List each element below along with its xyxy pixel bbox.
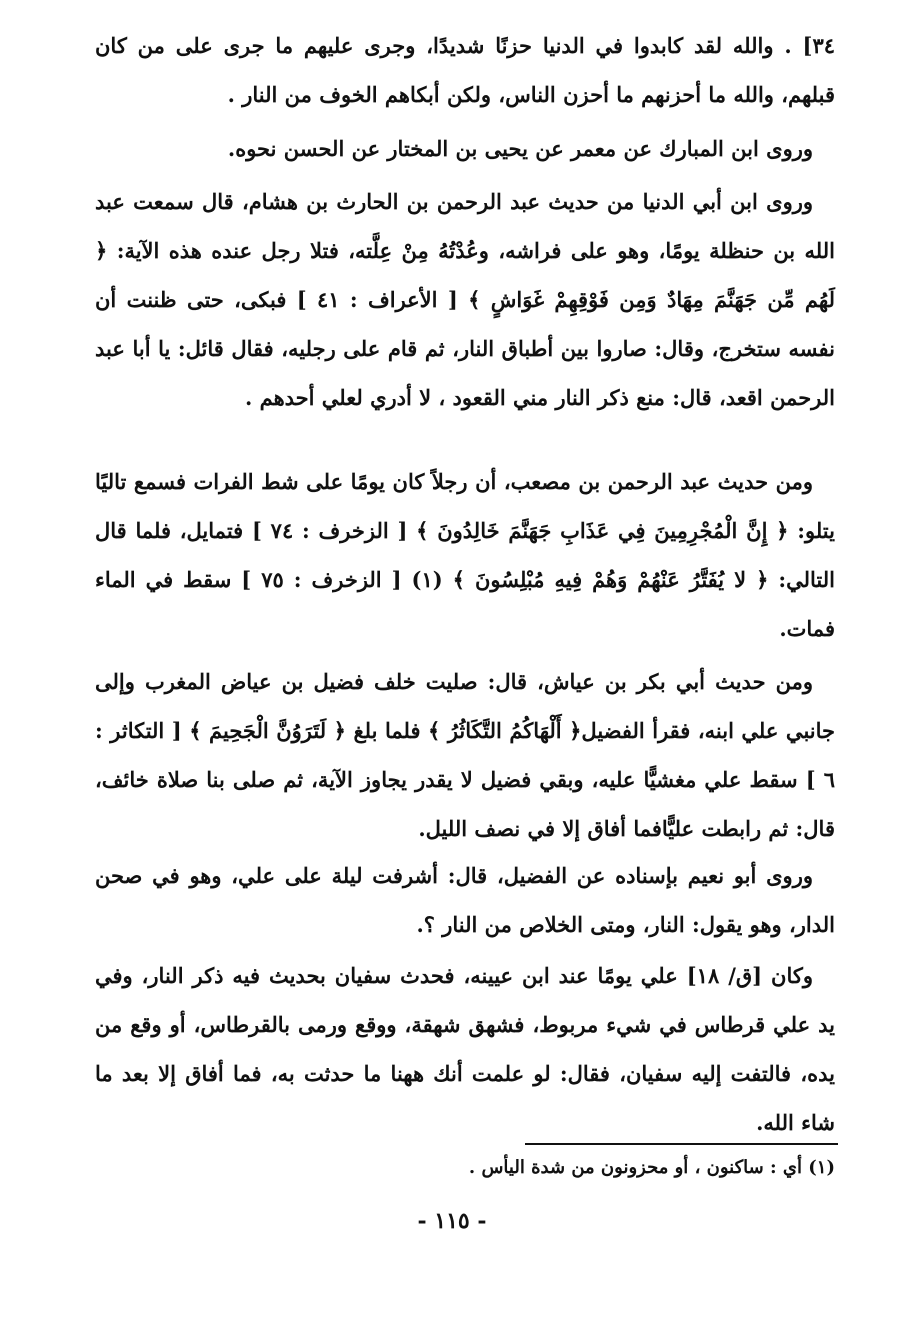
paragraph-4-text: ومن حديث عبد الرحمن بن مصعب، أن رجلاً كان يومًا على شط الفرات فسمع تاليًا يتلو: ﴿ إِنَّ الْمُجْرِمِينَ فِي عَذَابِ جَهَنَّمَ خَالِدُونَ ﴾ [ الزخرف : ٧٤ ] فتمايل، فلما قال التالي: ﴿ لا يُفَتَّرُ عَنْهُمْ وَهُمْ فِيهِ مُبْلِسُونَ ﴾ (١) [ الزخرف : ٧٥ ] سقط في الماء فمات. xyxy=(95,469,835,641)
footnote-divider xyxy=(525,1143,838,1145)
paragraph-4 xyxy=(95,457,835,653)
paragraph-7 xyxy=(95,951,835,1147)
paragraph-7-text: وكان [ق/ ١٨] علي يومًا عند ابن عيينه، فحدث سفيان بحديث فيه ذكر النار، وفي يد علي قرطاس في شيء مربوط، فشهق شهقة، ووقع ورمى بالقرطاس، أو وقع من يده، فالتفت إليه سفيان، فقال: لو علمت أنك ههنا ما حدثت به، فما أفاق إلا بعد ما شاء الله. xyxy=(95,963,835,1135)
paragraph-5-text: ومن حديث أبي بكر بن عياش، قال: صليت خلف فضيل بن عياض المغرب وإلى جانبي علي ابنه، فقرأ الفضيل﴿ أَلْهَاكُمُ التَّكَاثُرُ ﴾ فلما بلغ ﴿ لَتَرَوُنَّ الْجَحِيمَ ﴾ [ التكاثر : ٦ ] سقط علي مغشيًّا عليه، وبقي فضيل لا يقدر يجاوز الآية، ثم صلى بنا صلاة خائف، قال: ثم رابطت عليًّافما أفاق إلا في نصف الليل. xyxy=(95,669,835,841)
paragraph-5 xyxy=(95,657,835,853)
paragraph-1 xyxy=(95,21,835,119)
paragraph-3-text: وروى ابن أبي الدنيا من حديث عبد الرحمن بن الحارث بن هشام، قال سمعت عبد الله بن حنظلة يومًا، وهو على فراشه، وعُدْتُهُ مِنْ عِلَّته، فتلا رجل عنده هذه الآية: ﴿ لَهُم مِّن جَهَنَّمَ مِهَادٌ وَمِن فَوْقِهِمْ غَوَاشٍ ﴾ [ الأعراف : ٤١ ] فبكى، حتى ظننت أن نفسه ستخرج، وقال: صاروا بين أطباق النار، ثم قام على رجليه، فقال قائل: يا أبا عبد الرحمن اقعد، قال: منع ذكر النار مني القعود ، لا أدري لعلي أحدهم . xyxy=(95,189,835,410)
paragraph-2-text: وروى ابن المبارك عن معمر عن يحيى بن المختار عن الحسن نحوه. xyxy=(227,136,813,161)
paragraph-6 xyxy=(95,851,835,949)
page-number: - ١١٥ - xyxy=(417,1208,487,1234)
paragraph-6-text: وروى أبو نعيم بإسناده عن الفضيل، قال: أشرفت ليلة على علي، وهو في صحن الدار، وهو يقول: النار، ومتى الخلاص من النار ؟. xyxy=(95,863,835,937)
paragraph-1-text: ٣٤] . والله لقد كابدوا في الدنيا حزنًا شديدًا، وجرى عليهم ما جرى على من كان قبلهم، والله ما أحزنهم ما أحزن الناس، ولكن أبكاهم الخوف من النار . xyxy=(95,33,835,107)
paragraph-3 xyxy=(95,177,835,422)
paragraph-2 xyxy=(95,124,835,173)
footnote: (١) أي : ساكنون ، أو محزونون من شدة اليأس . xyxy=(468,1157,835,1178)
